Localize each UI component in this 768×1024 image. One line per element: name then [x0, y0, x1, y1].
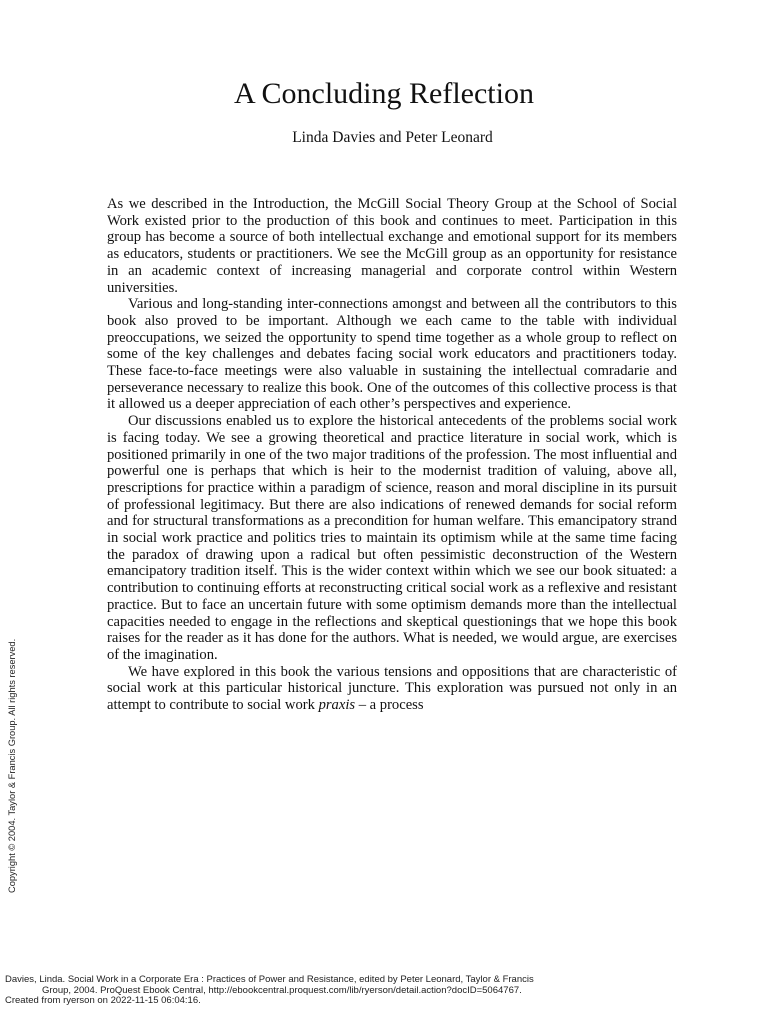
- citation-footer: [5, 975, 745, 1007]
- side-copyright-notice: Copyright © 2004. Taylor & Francis Group. All rights reserved.: [7, 638, 17, 893]
- paragraph-4: [107, 664, 677, 714]
- footer-line-2: Group, 2004. ProQuest Ebook Central, http://ebookcentral.proquest.com/lib/ryerson/detail.action?docID=5064767.: [42, 984, 522, 996]
- authors-line: Linda Davies and Peter Leonard: [292, 129, 493, 146]
- page-title: A Concluding Reflection: [234, 77, 534, 110]
- paragraph-3: Our discussions enabled us to explore the historical antecedents of the problems social work is facing today. We see a growing theoretical and practice literature in social work, which is positioned primarily in one of the two major traditions of the profession. The most influential and powerful one is perhaps that which is heir to the modernist tradition of valuing, above all, prescriptions for practice within a paradigm of science, reason and moral discipline in its pursuit of professional legitimacy. But there are also indications of renewed demands for social reform and for structural transformations as a precondition for human welfare. This emancipatory strand in social work practice and politics tries to maintain its optimism while at the same time facing the paradox of drawing upon a radical but often pessimistic deconstruction of the Western emancipatory tradition itself. This is the wider context within which we see our book situated: a contribution to continuing efforts at reconstructing critical social work as a reflexive and resistant practice. But to face an uncertain future with some optimism demands more than the intellectual capacities needed to engage in the reflections and skeptical questionings that we hope this book raises for the reader as it has done for the authors. What is needed, we would argue, are exercises of the imagination.: [107, 413, 677, 663]
- paragraph-4-text-before: We have explored in this book the various tensions and oppositions that are characteristic of social work at this particular historical juncture. This exploration was pursued not only in an attempt to contribute to social work: [107, 663, 677, 714]
- paragraph-2: Various and long-standing inter-connections amongst and between all the contributors to this book also proved to be important. Although we each came to the table with individual preoccupations, we seized the opportunity to spend time together as a whole group to reflect on some of the key challenges and debates facing social work educators and practitioners today. These face-to-face meetings were also valuable in sustaining the intellectual comradarie and perseverance necessary to realize this book. One of the outcomes of this collective process is that it allowed us a deeper appreciation of each other’s perspectives and experience.: [107, 296, 677, 413]
- footer-line-3: Created from ryerson on 2022-11-15 06:04:16.: [5, 995, 201, 1006]
- paragraph-1: As we described in the Introduction, the McGill Social Theory Group at the School of Social Work existed prior to the production of this book and continues to meet. Participation in this group has become a source of both intellectual exchange and emotional support for its members as educators, students or practitioners. We see the McGill group as an opportunity for resistance in an academic context of increasing managerial and corporate control within Western universities.: [107, 196, 677, 296]
- paragraph-4-italic-praxis: praxis: [318, 697, 356, 714]
- footer-line-1: Davies, Linda. Social Work in a Corporate Era : Practices of Power and Resistance, edited by Peter Leonard, Taylor & Francis: [5, 974, 534, 985]
- paragraph-4-text-after: – a process: [355, 697, 424, 714]
- body-text: [107, 196, 677, 714]
